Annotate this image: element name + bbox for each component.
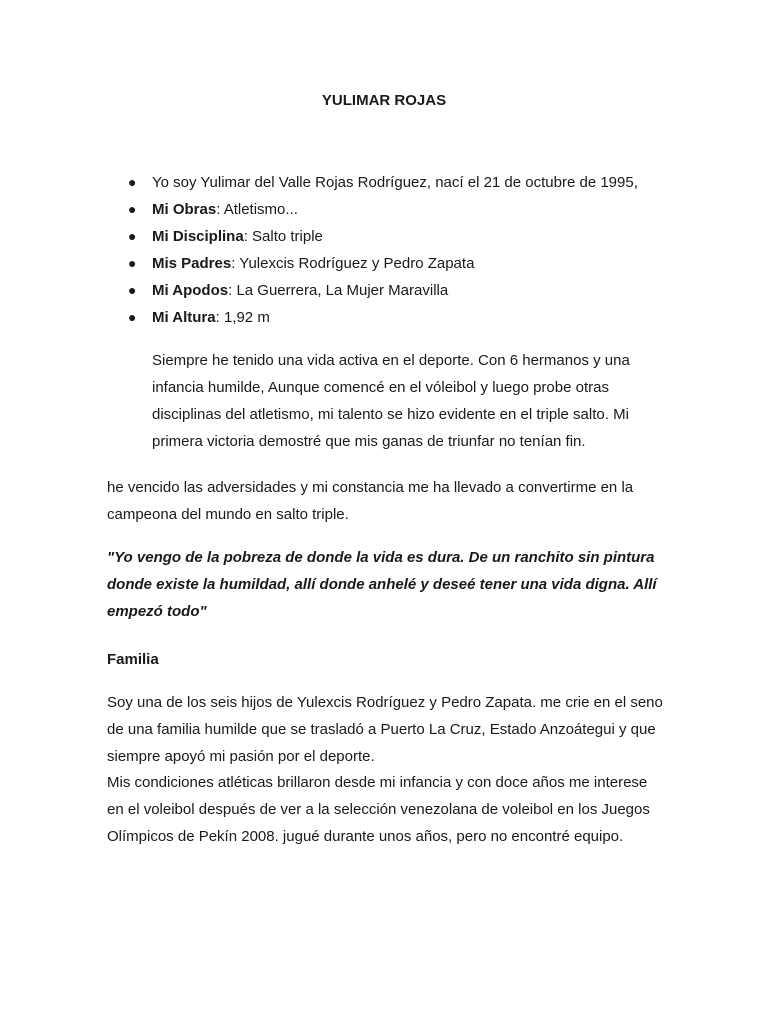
fact-value: : Yulexcis Rodríguez y Pedro Zapata [231,255,475,272]
list-item [128,196,688,223]
fact-label: Mi Obras [152,201,217,218]
list-item [128,250,688,277]
bullet-icon: ● [128,255,137,271]
list-item [128,169,688,196]
fact-list [128,169,688,331]
list-item [128,277,688,304]
body-paragraph: Mis condiciones atléticas brillaron desde mi infancia y con doce años me interese en el voleibol después de ver a la selección venezolana de voleibol en los Juegos Olímpicos de Pekín 2008. jugué durante unos años, pero no encontré equipo. [107,774,650,845]
fact-label: Mi Disciplina [152,228,244,245]
quote-paragraph: "Yo vengo de la pobreza de donde la vida es dura. De un ranchito sin pintura donde existe la humildad, allí donde anhelé y deseé tener una vida digna. Allí empezó todo" [107,549,657,620]
fact-value: : Atletismo... [216,201,298,218]
bullet-icon: ● [128,282,137,298]
list-item [128,304,688,331]
list-item [128,223,688,250]
indented-paragraph: Siempre he tenido una vida activa en el deporte. Con 6 hermanos y una infancia humilde, Aunque comencé en el vóleibol y luego probe otras disciplinas del atletismo, mi talento se hizo evidente en el triple salto. Mi primera victoria demostré que mis ganas de triunfar no tenían fin. [152,352,630,450]
bullet-icon: ● [128,201,137,217]
body-paragraph: Soy una de los seis hijos de Yulexcis Rodríguez y Pedro Zapata. me crie en el seno de una familia humilde que se trasladó a Puerto La Cruz, Estado Anzoátegui y que siempre apoyó mi pasión por el deporte. [107,694,663,765]
bullet-icon: ● [128,174,137,190]
fact-label: Mis Padres [152,255,232,272]
fact-value: : 1,92 m [215,309,270,326]
intro-text: Yo soy Yulimar del Valle Rojas Rodríguez, nací el 21 de octubre de 1995, [152,174,638,191]
fact-label: Mi Apodos [152,282,229,299]
body-paragraph: he vencido las adversidades y mi constancia me ha llevado a convertirme en la campeona del mundo en salto triple. [107,479,634,523]
bullet-icon: ● [128,309,137,325]
fact-value: : Salto triple [243,228,323,245]
fact-value: : La Guerrera, La Mujer Maravilla [228,282,449,299]
section-heading-familia: Familia [107,651,159,668]
fact-label: Mi Altura [152,309,216,326]
bullet-icon: ● [128,228,137,244]
page-title: YULIMAR ROJAS [321,92,447,109]
